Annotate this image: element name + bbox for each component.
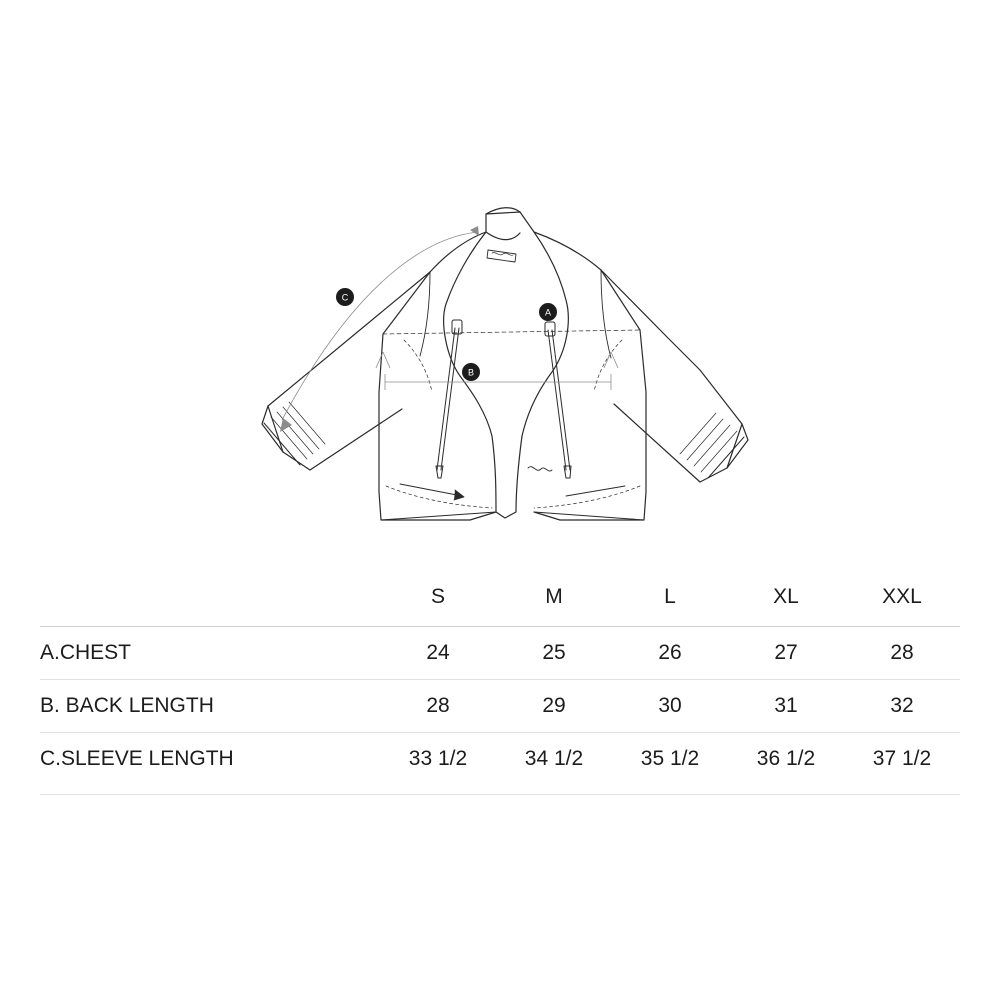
chest-m: 25 [496, 627, 612, 680]
size-chart-table [40, 568, 960, 785]
sleeve-length-xxl: 37 1/2 [872, 747, 932, 770]
sleeve-length-xl: 36 1/2 [756, 747, 816, 770]
size-header-s: S [430, 585, 445, 608]
size-header-m: M [545, 585, 563, 608]
sleeve-length-s: 33 1/2 [408, 747, 468, 770]
chest-xl: 27 [728, 627, 844, 680]
table-header-row [40, 568, 960, 626]
callout-c [336, 288, 354, 306]
callout-b-label: B [467, 367, 475, 378]
chest-s: 24 [380, 627, 496, 680]
row-label-back-length: B. BACK LENGTH [40, 680, 380, 733]
table-row [40, 733, 960, 786]
chest-xxl: 28 [844, 627, 960, 680]
back-length-xl: 31 [728, 680, 844, 733]
callout-a-label: A [544, 307, 552, 318]
sleeve-length-l: 35 1/2 [640, 747, 700, 770]
back-length-m: 29 [496, 680, 612, 733]
table-row [40, 680, 960, 733]
measure-line-c [282, 232, 478, 420]
callout-c-label: C [341, 292, 349, 303]
back-length-xxl: 32 [844, 680, 960, 733]
back-length-l: 30 [612, 680, 728, 733]
size-header-xxl: XXL [882, 585, 922, 608]
size-header-xl: XL [773, 585, 799, 608]
row-label-sleeve-length: C.SLEEVE LENGTH [40, 747, 234, 770]
measurement-header [40, 568, 380, 626]
chest-zips [436, 320, 571, 478]
right-sleeve [601, 270, 748, 482]
size-header-l: L [664, 585, 676, 608]
callout-a [539, 303, 557, 321]
back-length-s: 28 [380, 680, 496, 733]
table-row [40, 627, 960, 680]
sleeve-length-m: 34 1/2 [524, 747, 584, 770]
callout-b [462, 363, 480, 381]
row-label-chest: A.CHEST [40, 627, 380, 680]
table-bottom-divider [40, 794, 960, 795]
chest-l: 26 [612, 627, 728, 680]
